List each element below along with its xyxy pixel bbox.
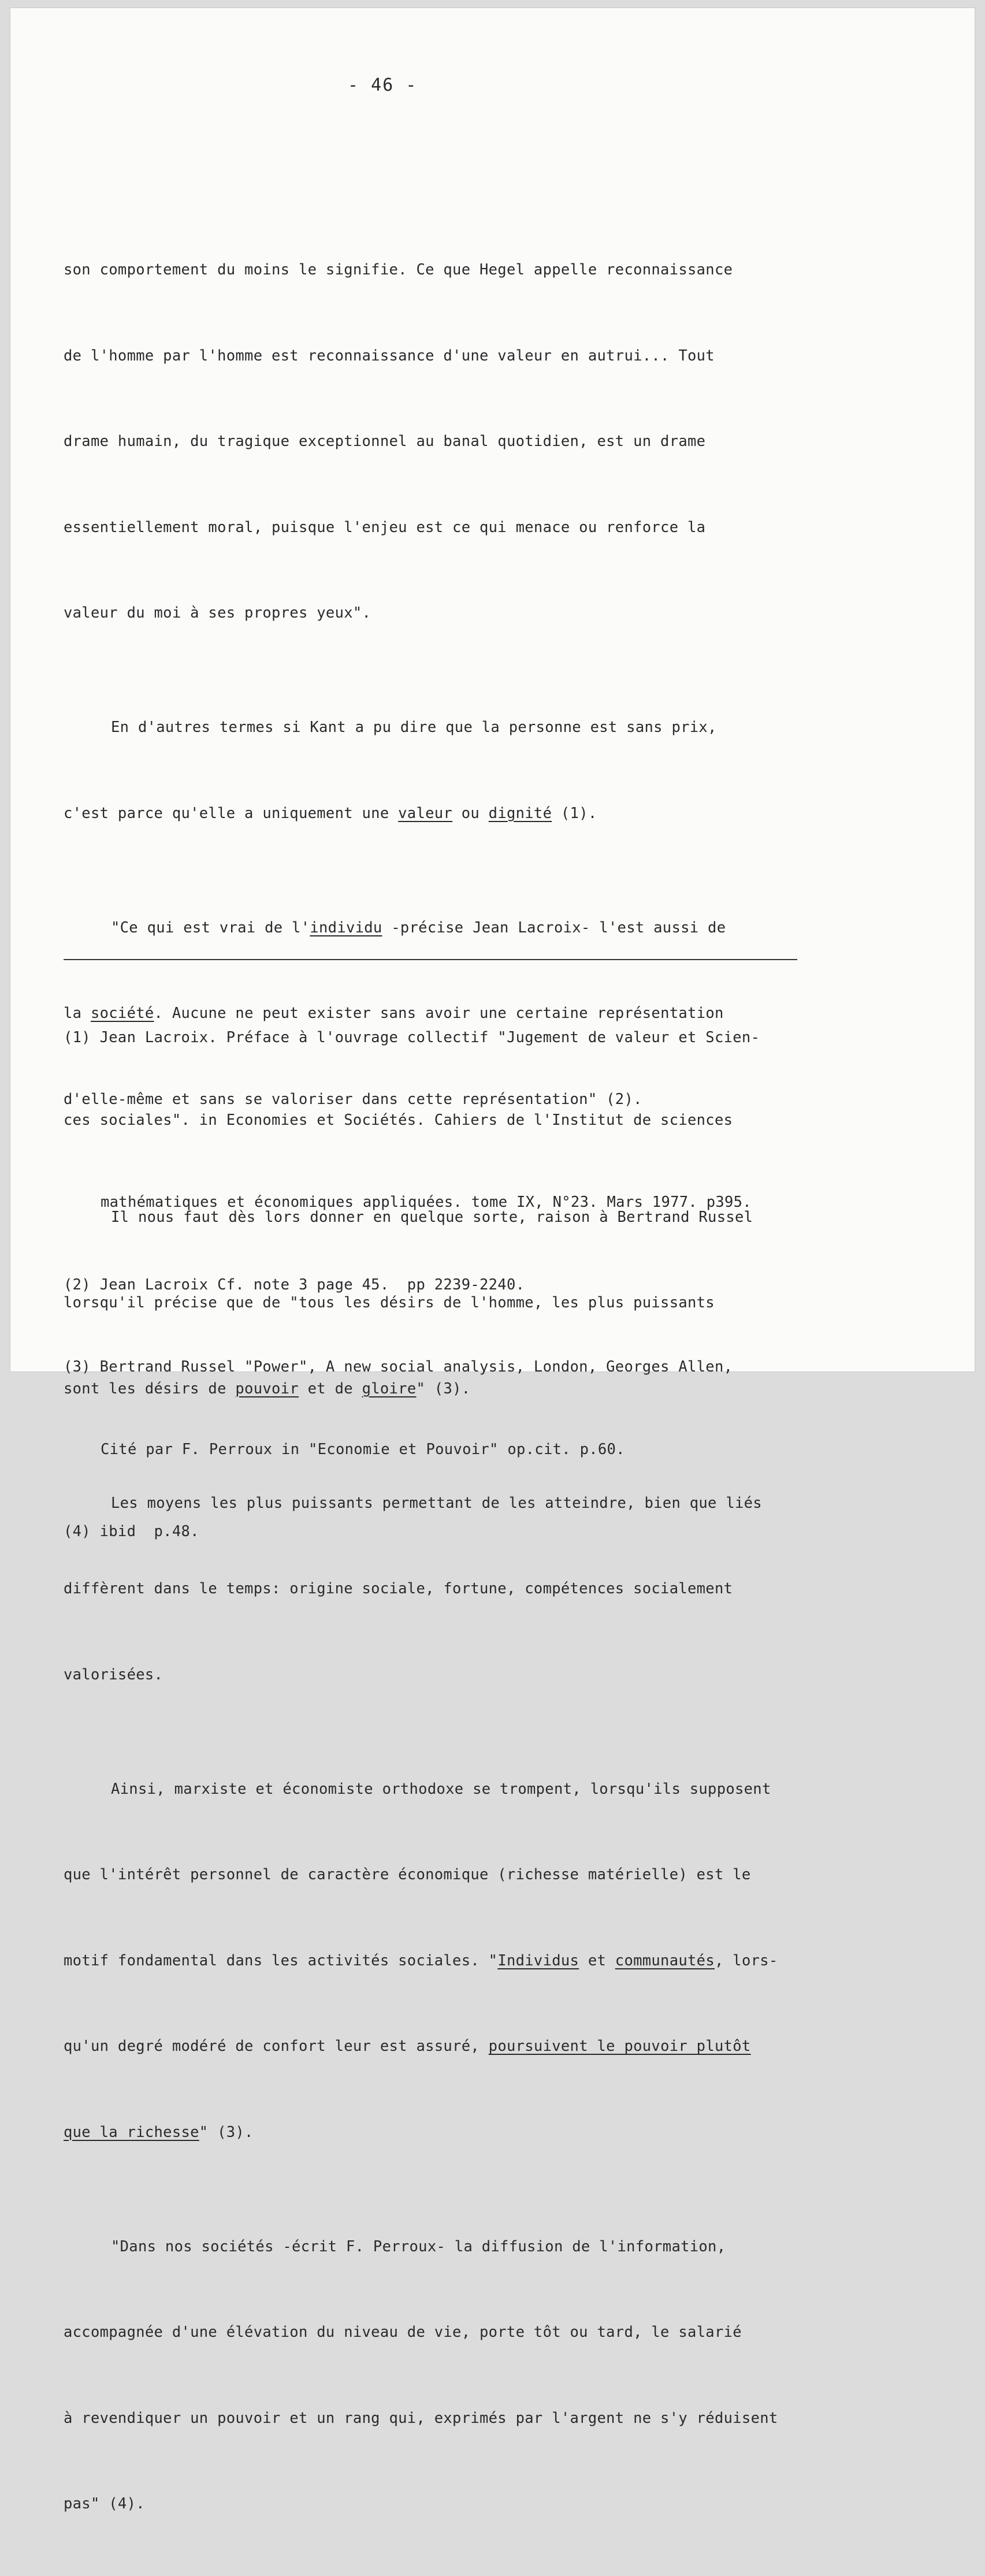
underlined-term: individu: [310, 919, 382, 936]
text-line: pas" (4).: [64, 2495, 145, 2512]
text-line: que l'intérêt personnel de caractère économique (richesse matérielle) est le: [64, 1866, 751, 1883]
text-span: " (3).: [416, 1380, 471, 1397]
underlined-term: poursuivent le pouvoir plutôt: [488, 2038, 751, 2055]
footnote-line: ces sociales". in Economies et Sociétés. Cahiers de l'Institut de sciences: [64, 1111, 733, 1129]
footnote-line: (4) ibid p.48.: [64, 1523, 199, 1540]
text-span: . Aucune ne peut exister sans avoir une certaine représentation: [154, 1005, 724, 1022]
footnote-line: (2) Jean Lacroix Cf. note 3 page 45. pp 2239-2240.: [64, 1276, 525, 1293]
text-line: diffèrent dans le temps: origine sociale, fortune, compétences socialement: [64, 1580, 733, 1597]
underlined-term: gloire: [362, 1380, 417, 1397]
text-span: " (3).: [199, 2123, 254, 2141]
text-line: à revendiquer un pouvoir et un rang qui, exprimés par l'argent ne s'y réduisent: [64, 2409, 778, 2427]
text-line: [64, 800, 826, 828]
text-span: -précise Jean Lacroix- l'est aussi de: [382, 919, 726, 936]
text-line: Les moyens les plus puissants permettant de les atteindre, bien que liés: [111, 1494, 762, 1512]
text-line: drame humain, du tragique exceptionnel au banal quotidien, est un drame: [64, 433, 706, 450]
footnote-line: mathématiques et économiques appliquées. tome IX, N°23. Mars 1977. p395.: [101, 1194, 752, 1211]
underlined-term: que la richesse: [64, 2123, 199, 2141]
text-line: son comportement du moins le signifie. Ce que Hegel appelle reconnaissance: [64, 261, 733, 278]
text-line: "Dans nos sociétés -écrit F. Perroux- la diffusion de l'information,: [111, 2237, 726, 2255]
footnote-line: (1) Jean Lacroix. Préface à l'ouvrage collectif "Jugement de valeur et Scien-: [64, 1029, 760, 1046]
footnotes: [64, 969, 832, 1601]
text-span: la: [64, 1005, 91, 1022]
text-span: et de: [298, 1380, 362, 1397]
underlined-term: pouvoir: [235, 1380, 299, 1397]
text-span: (1).: [552, 804, 597, 822]
text-line: [64, 914, 826, 943]
text-line: [64, 2032, 826, 2061]
text-span: c'est parce qu'elle a uniquement une: [64, 804, 399, 822]
text-line: En d'autres termes si Kant a pu dire que la personne est sans prix,: [111, 719, 717, 736]
text-line: Il nous faut dès lors donner en quelque sorte, raison à Bertrand Russel: [111, 1208, 753, 1226]
text-span: sont les désirs de: [64, 1380, 236, 1397]
text-line: valorisées.: [64, 1666, 163, 1683]
text-span: qu'un degré modéré de confort leur est assuré,: [64, 2038, 489, 2055]
underlined-term: société: [90, 1005, 154, 1022]
text-span: motif fondamental dans les activités sociales. ": [64, 1951, 498, 1969]
text-line: essentiellement moral, puisque l'enjeu est ce qui menace ou renforce la: [64, 518, 706, 536]
text-line: [64, 1947, 826, 1976]
footnote-line: Cité par F. Perroux in "Economie et Pouvoir" op.cit. p.60.: [101, 1440, 625, 1458]
page-number: - 46 -: [348, 75, 418, 95]
text-line: accompagnée d'une élévation du niveau de vie, porte tôt ou tard, le salarié: [64, 2324, 742, 2341]
text-line: [64, 2118, 826, 2147]
footnote-divider: [64, 959, 797, 960]
text-span: et: [579, 1951, 615, 1969]
underlined-term: Individus: [497, 1951, 579, 1969]
text-line: d'elle-même et sans se valoriser dans cette représentation" (2).: [64, 1090, 642, 1108]
text-line: lorsqu'il précise que de "tous les désirs de l'homme, les plus puissants: [64, 1294, 715, 1311]
document-page: [10, 8, 975, 2512]
text-span: "Ce qui est vrai de l': [111, 919, 310, 936]
text-line: Ainsi, marxiste et économiste orthodoxe se trompent, lorsqu'ils supposent: [111, 1780, 771, 1798]
underlined-term: communautés: [615, 1951, 715, 1969]
text-line: valeur du moi à ses propres yeux".: [64, 604, 371, 622]
underlined-term: dignité: [488, 804, 552, 822]
text-span: ou: [452, 804, 489, 822]
underlined-term: valeur: [398, 804, 453, 822]
text-line: de l'homme par l'homme est reconnaissance d'une valeur en autrui... Tout: [64, 347, 715, 365]
text-span: , lors-: [714, 1951, 778, 1969]
footnote-line: (3) Bertrand Russel "Power", A new social analysis, London, Georges Allen,: [64, 1358, 733, 1376]
